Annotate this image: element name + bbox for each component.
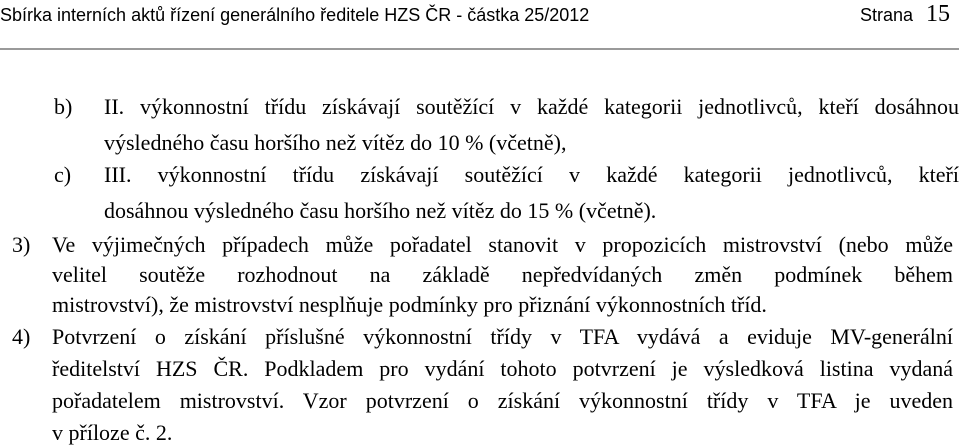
paragraph-marker-4: 4) [12,324,31,349]
page-header [0,0,959,36]
header-divider [0,48,959,50]
list-item-b-line-2: výsledného času horšího než vítěz do 10 % (včetně), [104,130,567,155]
list-item-c-line-2: dosáhnou výsledného času horšího než vítěz do 15 % (včetně). [104,198,657,223]
list-item-c [0,161,959,188]
list-marker-c: c) [54,162,72,187]
paragraph-3-line-2: velitel soutěže rozhodnout na základě nepředvídaných změn podmínek během [52,262,953,287]
page-indicator [860,1,950,27]
paragraph-4 [0,323,959,350]
page-label: Strana [859,5,913,25]
paragraph-3-line-1: Ve výjimečných případech může pořadatel stanovit v propozicích mistrovství (nebo může [52,232,953,257]
paragraph-3-line-3: mistrovství), že mistrovství nesplňuje podmínky pro přiznání výkonnostních tříd. [52,292,767,317]
list-item-b-line-1: II. výkonnostní třídu získávají soutěžící v každé kategorii jednotlivců, kteří dosáhnou [104,94,959,119]
list-item-c-line-1: III. výkonnostní třídu získávají soutěžící v každé kategorii jednotlivců, kteří [104,162,959,187]
list-item-b-continuation [0,129,959,156]
paragraph-4-line-4: v příloze č. 2. [52,420,173,445]
paragraph-marker-3: 3) [12,232,31,257]
list-item-b [0,93,959,120]
paragraph-4-line-3: pořadatelem mistrovství. Vzor potvrzení o získání výkonnostní třídy v TFA je uveden [52,388,953,413]
collection-title: Sbírka interních aktů řízení generálního ředitele HZS ČR - částka 25/2012 [0,5,590,25]
list-marker-b: b) [54,94,73,119]
paragraph-4-line-1: Potvrzení o získání příslušné výkonnostní třídy v TFA vydává a eviduje MV-generální [52,324,953,349]
paragraph-3 [0,231,959,258]
page-number: 15 [926,1,950,27]
paragraph-4-line-2: ředitelství HZS ČR. Podkladem pro vydání tohoto potvrzení je výsledková listina vydaná [52,356,953,381]
list-item-c-continuation [0,197,959,224]
